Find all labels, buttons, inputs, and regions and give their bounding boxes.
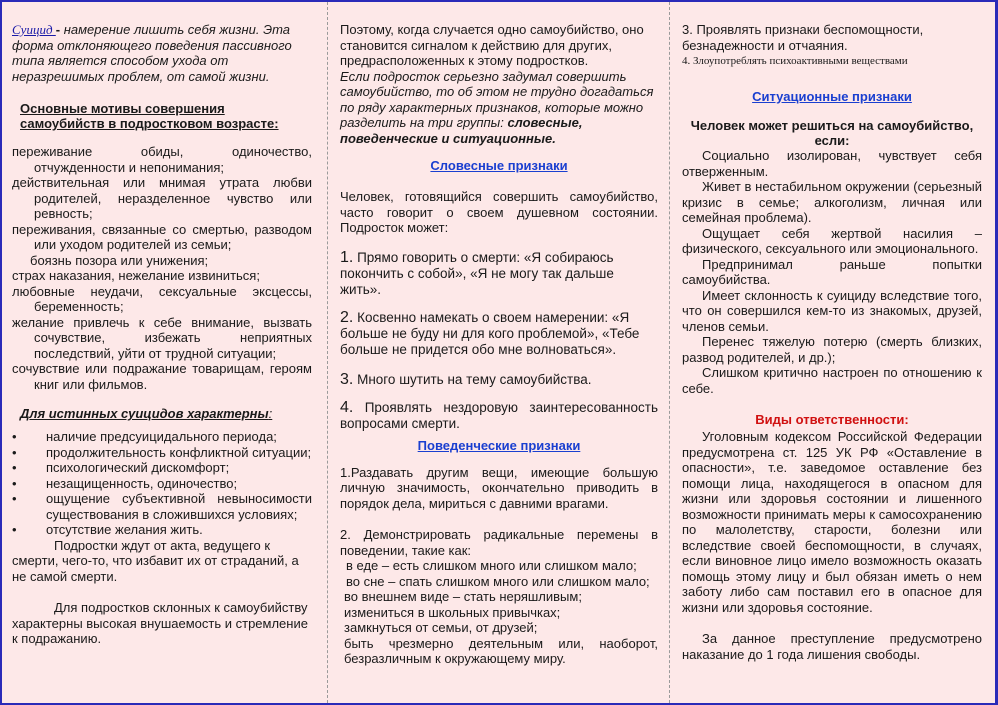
behavioral-sign-3: 3. Проявлять признаки беспомощности, безнадежности и отчаяния. <box>682 22 924 53</box>
verbal-sign-item <box>340 310 658 358</box>
motive-item: страх наказания, нежелание извиниться; <box>12 268 260 283</box>
true-suicides-heading-colon: : <box>268 406 273 421</box>
column-1 <box>12 2 312 703</box>
list-item: Живет в нестабильном окружении (серьезный кризис в семье; алкоголизм, личная или семейная проблема). <box>682 179 982 225</box>
behavior-changes-list <box>340 558 658 667</box>
definition-term: Суицид <box>12 22 56 37</box>
column-3 <box>682 2 982 703</box>
list-item: • отсутствие желания жить. <box>12 522 312 538</box>
verbal-sign-item <box>340 400 658 432</box>
true-suicides-list <box>12 429 312 538</box>
motive-item: сочувствие или подражание товарищам, героям книг или фильмов. <box>12 361 312 392</box>
item-text: Прямо говорить о смерти: «Я собираюсь покончить с собой», «Я не могу так дальше жить». <box>340 249 614 297</box>
motives-heading: Основные мотивы совершения самоубийств в подростковом возрасте: <box>20 101 279 131</box>
list-item: • психологический дискомфорт; <box>12 460 312 476</box>
verbal-sign-item <box>340 250 658 298</box>
verbal-signs-intro: Человек, готовящийся совершить самоубийство, часто говорит о своем душевном состоянии. Подросток может: <box>340 189 658 235</box>
motive-item: действительная или мнимая утрата любви родителей, неразделенное чувство или ревность; <box>12 175 312 221</box>
verbal-signs-heading: Словесные признаки <box>430 158 568 173</box>
item-number: 2. <box>340 308 354 326</box>
motive-item: любовные неудачи, сексуальные эксцессы, беременность; <box>12 283 312 314</box>
item-text: Проявлять нездоровую заинтересованность вопросами смерти. <box>340 399 658 431</box>
motives-list <box>12 144 312 392</box>
list-item: Социально изолирован, чувствует себя отверженным. <box>682 148 982 179</box>
item-text: Много шутить на тему самоубийства. <box>353 371 592 387</box>
responsibility-heading: Виды ответственности: <box>755 412 909 427</box>
situational-signs-heading: Ситуационные признаки <box>752 89 912 104</box>
list-item: измениться в школьных привычках; <box>344 604 561 620</box>
column-divider-1 <box>327 2 328 703</box>
definition-text: намерение лишить себя жизни. Эта форма отклоняющего поведения пассивного типа является способом ухода от неразрешимых проблем, от самой жизни. <box>12 22 292 84</box>
item-number: 4. <box>340 398 354 416</box>
true-suicides-heading-text: Для истинных суицидов характерны <box>20 406 269 421</box>
behavioral-signs-heading: Поведенческие признаки <box>417 437 581 453</box>
motive-item: переживание обиды, одиночество, отчужденности и непонимания; <box>12 144 312 175</box>
definition-dash: - <box>55 22 64 37</box>
signs-intro-paragraph <box>340 69 658 147</box>
motive-item: переживания, связанные со смертью, разводом или уходом родителей из семьи; <box>12 221 312 252</box>
item-text: Косвенно намекать о своем намерении: «Я больше не буду ни для кого проблемой», «Тебе больше не придется обо мне волноваться». <box>340 309 640 357</box>
list-item: • наличие предсуицидального периода; <box>12 429 312 445</box>
list-item: Имеет склонность к суициду вследствие того, что он совершился кем-то из знакомых, друзей, членов семьи. <box>682 287 982 334</box>
column-2 <box>340 2 658 703</box>
responsibility-text: Уголовным кодексом Российской Федерации предусмотрена ст. 125 УК РФ «Оставление в опасности», т.е. заведомое оставление без помощи лица, находящегося в опасном для жизни или здоровья состоянии и лишенного возможности принимать меры к самосохранению по малолетству, старости, болезни или вследствие своей беспомощности, в случаях, если виновное лицо имело возможность оказать помощь этому лицу и был обязан иметь о нем заботу либо сам поставил его в опасное для жизни или здоровья состояние. <box>682 429 982 615</box>
suggestibility-paragraph: Для подростков склонных к самоубийству характерны высокая внушаемость и стремление к подражанию. <box>12 600 308 646</box>
list-item: Перенес тяжелую потерю (смерть близких, развод родителей, и др.); <box>682 334 982 365</box>
verbal-sign-item <box>340 372 658 388</box>
true-suicides-heading <box>20 406 312 421</box>
item-number: 3. <box>340 370 354 388</box>
behavioral-sign-4: 4. Злоупотреблять психоактивными веществами <box>682 55 908 67</box>
list-item: во сне – спать слишком много или слишком мало; <box>346 573 650 589</box>
list-item: • незащищенность, одиночество; <box>12 476 312 492</box>
list-item: • ощущение субъективной невыносимости существования в сложившихся условиях; <box>12 491 312 522</box>
item-number: 1. <box>340 248 354 266</box>
list-item: Ощущает себя жертвой насилия – физического, сексуального или эмоционального. <box>682 225 982 256</box>
expectation-paragraph: Подростки ждут от акта, ведущего к смерти, чего-то, что избавит их от страданий, а не самой смерти. <box>12 537 299 584</box>
list-item: Предпринимал раньше попытки самоубийства. <box>682 256 982 287</box>
list-item: замкнуться от семьи, от друзей; <box>344 620 538 635</box>
signs-intro-text: Если подросток серьезно задумал совершить самоубийство, то об этом не трудно догадаться по ряду характерных признаков, которые можно разделить на три группы: <box>340 68 654 130</box>
list-item: в еде – есть слишком много или слишком мало; <box>346 558 637 573</box>
penalty-text: За данное преступление предусмотрено наказание до 1 года лишения свободы. <box>682 631 982 662</box>
situational-signs-list <box>682 148 982 396</box>
contagion-paragraph: Поэтому, когда случается одно самоубийство, оно становится сигналом к действию для других, предрасположенных к этому подростков. <box>340 22 644 68</box>
signs-groups-text: словесные, поведенческие и ситуационные. <box>340 115 583 146</box>
behavioral-sign-2: 2. Демонстрировать радикальные перемены в поведении, такие как: <box>340 527 658 558</box>
definition-paragraph <box>12 22 312 84</box>
behavioral-sign-1: 1.Раздавать другим вещи, имеющие большую личную значимость, окончательно приводить в порядок дела, мириться с давними врагами. <box>340 464 658 511</box>
list-item: • продолжительность конфликтной ситуации; <box>12 445 312 461</box>
list-item: быть чрезмерно деятельным или, наоборот, безразличным к окружающему миру. <box>344 635 658 666</box>
motive-item: боязнь позора или унижения; <box>30 252 209 268</box>
list-item: во внешнем виде – стать неряшливым; <box>344 589 582 604</box>
situational-signs-subheading: Человек может решиться на самоубийство, если: <box>690 118 974 148</box>
list-item: Слишком критично настроен по отношению к себе. <box>682 365 982 396</box>
column-divider-2 <box>669 2 670 703</box>
motive-item: желание привлечь к себе внимание, вызвать сочувствие, избежать неприятных последствий, уйти от трудной ситуации; <box>12 314 312 361</box>
